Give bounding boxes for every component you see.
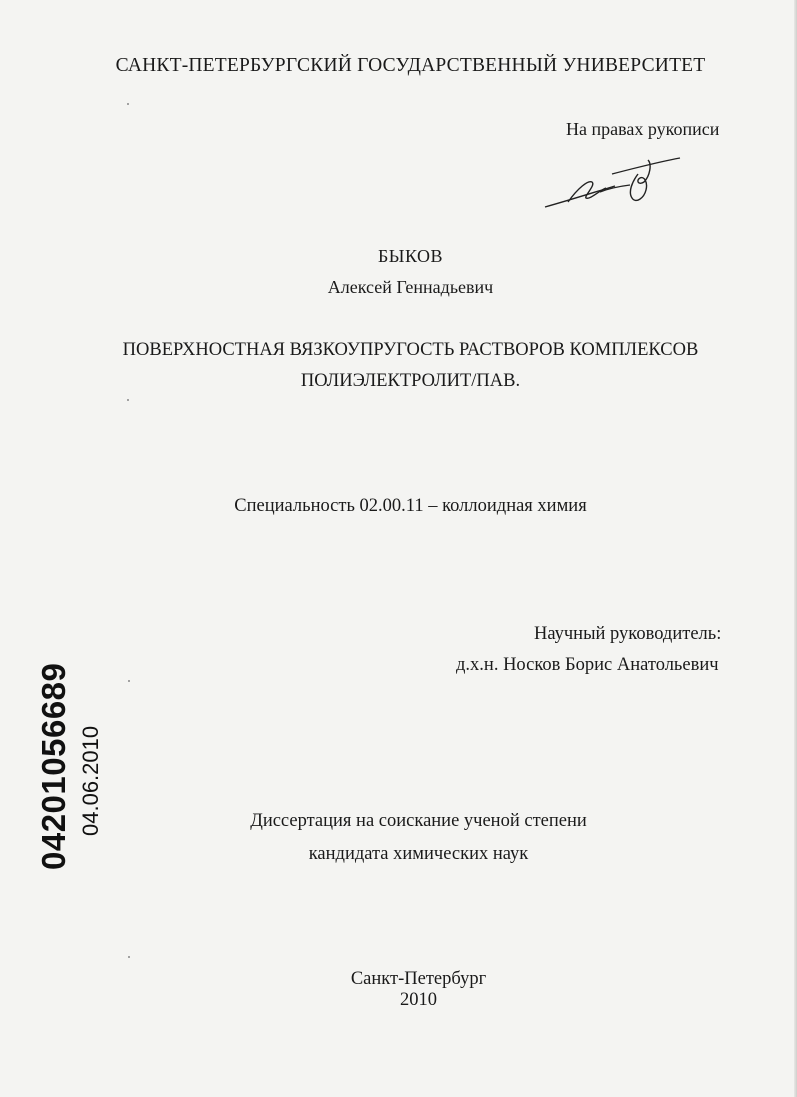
supervisor-label: Научный руководитель: bbox=[534, 624, 722, 644]
speciality: Специальность 02.00.11 – коллоидная химия bbox=[234, 496, 587, 516]
degree-line-1: Диссертация на соискание ученой степени bbox=[250, 811, 587, 831]
scan-speck bbox=[128, 956, 130, 958]
author-surname: БЫКОВ bbox=[377, 246, 444, 266]
library-stamp-date: 04.06.2010 bbox=[78, 725, 103, 836]
year: 2010 bbox=[400, 990, 437, 1010]
manuscript-note: На правах рукописи bbox=[566, 119, 720, 139]
signature-image bbox=[540, 152, 685, 214]
library-stamp-number: 04201056689 bbox=[35, 662, 72, 870]
supervisor-name: д.х.н. Носков Борис Анатольевич bbox=[456, 655, 719, 675]
university-name: САНКТ-ПЕТЕРБУРГСКИЙ ГОСУДАРСТВЕННЫЙ УНИВЕРСИТЕТ bbox=[115, 55, 706, 76]
scan-speck bbox=[128, 680, 130, 682]
city: Санкт-Петербург bbox=[350, 969, 487, 989]
degree-line-2: кандидата химических наук bbox=[308, 844, 529, 864]
thesis-title-line-2: ПОЛИЭЛЕКТРОЛИТ/ПАВ. bbox=[300, 371, 521, 391]
author-given-names: Алексей Геннадьевич bbox=[327, 277, 494, 297]
scan-speck bbox=[127, 103, 129, 105]
scan-speck bbox=[127, 399, 129, 401]
thesis-title-line-1: ПОВЕРХНОСТНАЯ ВЯЗКОУПРУГОСТЬ РАСТВОРОВ КОМПЛЕКСОВ bbox=[122, 340, 699, 360]
